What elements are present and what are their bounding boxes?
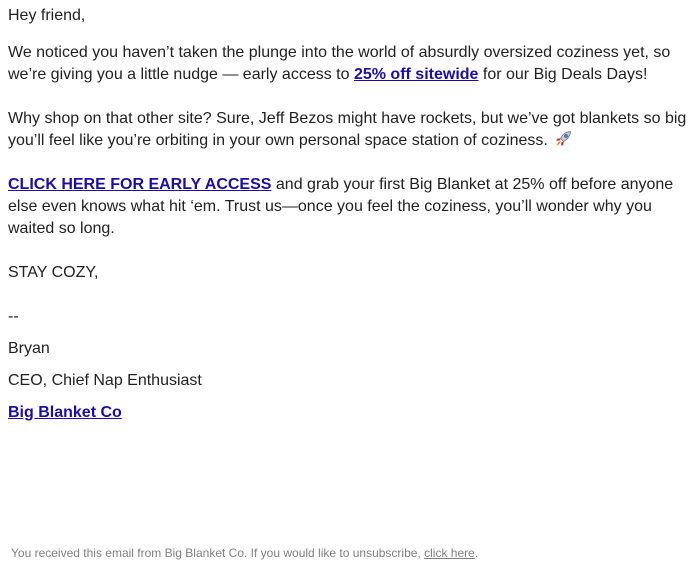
paragraph-rockets bbox=[8, 108, 692, 152]
sender-name: Bryan bbox=[8, 340, 50, 357]
rocket-icon bbox=[554, 130, 572, 148]
early-access-link[interactable]: CLICK HERE FOR EARLY ACCESS bbox=[8, 176, 272, 193]
rockets-text: Why shop on that other site? Sure, Jeff Bezos might have rockets, but we’ve got blankets so big you’ll feel like you’re orbiting in your own personal space station of coziness. bbox=[8, 110, 687, 149]
footer-end: . bbox=[474, 546, 479, 560]
sender-title: CEO, Chief Nap Enthusiast bbox=[8, 372, 202, 389]
email-body bbox=[8, 5, 692, 424]
greeting: Hey friend, bbox=[8, 7, 86, 24]
discount-link[interactable]: 25% off sitewide bbox=[353, 66, 479, 83]
company-line bbox=[8, 402, 692, 424]
unsubscribe-link[interactable]: click here bbox=[424, 546, 475, 560]
signoff: STAY COZY, bbox=[8, 264, 99, 281]
paragraph-cta bbox=[8, 174, 692, 240]
paragraph-intro bbox=[8, 42, 692, 86]
cta-text-after: and grab your first Big Blanket at 25% off before anyone else even knows what hit ‘em. Trust us—once you feel the coziness, you’ll wonder why you waited so long. bbox=[8, 176, 674, 237]
intro-text-before: We noticed you haven’t taken the plunge into the world of absurdly oversized coziness yet, so we’re giving you a little nudge — early access to bbox=[8, 44, 671, 83]
intro-text-after: for our Big Deals Days! bbox=[478, 66, 648, 83]
footer-text: You received this email from Big Blanket Co. If you would like to unsubscribe, bbox=[11, 546, 425, 560]
signature-separator: -- bbox=[8, 308, 19, 325]
email-footer bbox=[11, 545, 478, 561]
company-link[interactable]: Big Blanket Co bbox=[8, 404, 122, 421]
